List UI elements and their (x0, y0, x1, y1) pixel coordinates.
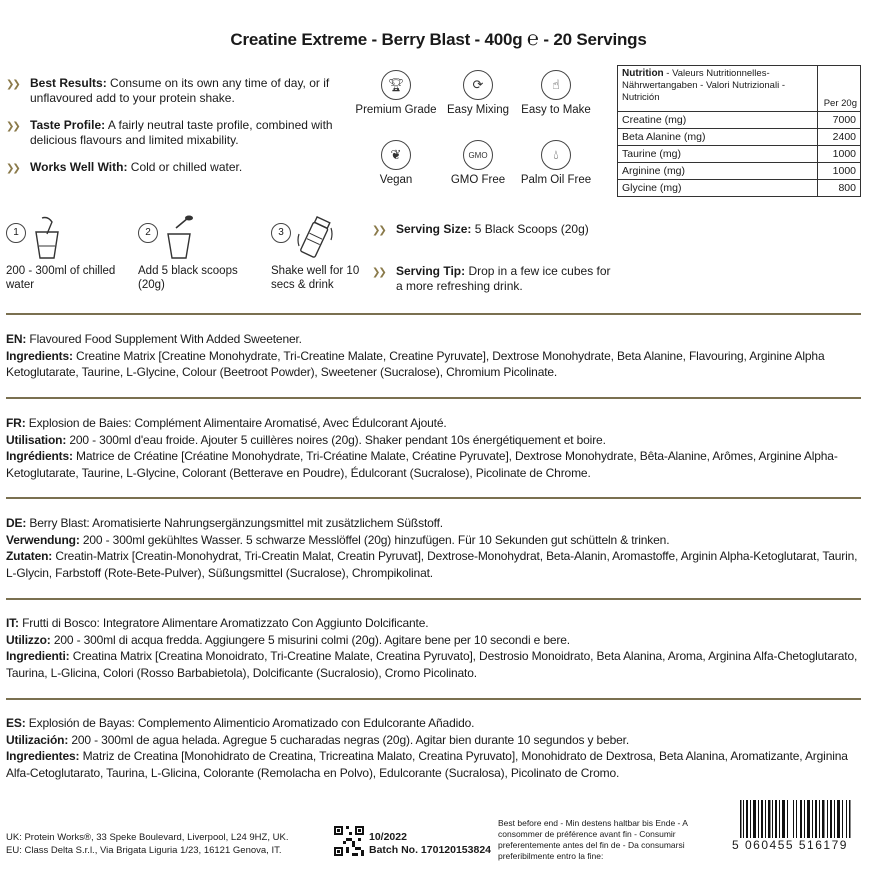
lang-block-es (6, 715, 861, 781)
batch-number: Batch No. 170120153824 (369, 844, 491, 856)
scoop-glass-icon (162, 214, 196, 260)
batch-date: 10/2022 (369, 831, 407, 843)
bullet-label: Best Results: (30, 76, 107, 90)
nutrition-row (618, 180, 860, 197)
bullet-label: Works Well With: (30, 160, 128, 174)
leaf-icon: ❦ (381, 140, 411, 170)
usage-bullets (6, 76, 346, 188)
ingredients-label: Ingredientes: (6, 749, 80, 763)
ingredients-label: Ingredienti: (6, 649, 70, 663)
double-chevron-icon: ❯❯ (372, 225, 385, 236)
nutrient-name: Taurine (mg) (618, 146, 818, 162)
feature-easy-to-make (514, 70, 598, 116)
divider (6, 598, 861, 600)
qr-code-icon (334, 826, 364, 856)
nutrient-value: 2400 (832, 131, 856, 143)
nutrient-value: 800 (838, 182, 856, 194)
divider (6, 313, 861, 315)
nutrient-value: 7000 (832, 114, 856, 126)
trophy-icon: 🏆︎ (381, 70, 411, 100)
double-chevron-icon: ❯❯ (6, 121, 19, 132)
step-3 (271, 214, 381, 292)
shaker-icon (295, 214, 335, 260)
lang-block-de (6, 515, 861, 581)
nutrient-value: 1000 (832, 165, 856, 177)
ingredients-text: Matriz de Creatina [Monohidrato de Creatina, Tricreatina Malato, Creatina Pyruvato], Monohidrato de Dextrosa, Beta Alanina, Aromatizante, Arginina Alfa-Cetoglutarato, Taurina, L-Glicina, Colorante (Remolacha en Polvo), Edulcorante (Sucralosa), Picolinato de Cromo. (6, 749, 848, 780)
hand-tap-icon: ☝︎ (541, 70, 571, 100)
ingredients-text: Creatin-Matrix [Creatin-Monohydrat, Tri-Creatin Malat, Creatin Pyruvat], Dextrose-Monohydrat, Beta-Alanin, Aromastoffe, Arginin Alpha-Ketoglutarat, Taurin, L-Glycin, Farbstoff (Rote-Bete-Pulver), Süßungsmittel (Sucralose), Chrompikolinat. (6, 549, 858, 580)
lang-label: IT: (6, 616, 19, 630)
usage-label: Verwendung: (6, 532, 80, 547)
step-number: 1 (6, 223, 26, 243)
product-title (0, 28, 877, 51)
step-number: 2 (138, 223, 158, 243)
bullet-label: Serving Tip: (396, 264, 466, 278)
serving-info (372, 222, 612, 320)
address-uk: UK: Protein Works®, 33 Speke Boulevard, Liverpool, L24 9HZ, UK. (6, 832, 289, 843)
bullet-best-results (6, 76, 346, 106)
feature-palm-oil-free (514, 140, 598, 186)
divider (6, 497, 861, 499)
lang-block-fr (6, 415, 861, 481)
feature-label: Premium Grade (355, 104, 437, 116)
barcode-number: 5 060455 516179 (730, 838, 860, 852)
ingredients-text: Matrice de Créatine [Créatine Monohydrate, Tri-Créatine Malate, Créatine Pyruvate], Dextrose Monohydrate, Bêta-Alanine, Arômes, Arginine Alpha-Ketoglutarate, Taurine, L-Glycine, Colorant (Betterave en Poudre), Édulcorant (Sucralose), Picolinate de Chrome. (6, 449, 838, 480)
step-text: Add 5 black scoops (20g) (138, 265, 238, 291)
feature-label: Easy to Make (521, 104, 591, 116)
drop-icon: 💧︎ (541, 140, 571, 170)
lang-label: DE: (6, 516, 27, 530)
nutrition-row (618, 146, 860, 163)
feature-label: Vegan (379, 174, 413, 186)
title-main: Creatine Extreme - Berry Blast - 400g (230, 30, 523, 49)
usage-label: Utilización: (6, 732, 69, 747)
divider (6, 397, 861, 399)
mixing-icon: ⟳ (463, 70, 493, 100)
bullet-label: Serving Size: (396, 222, 472, 236)
bullet-text: Drop in a few ice cubes for a more refreshing drink. (396, 264, 611, 293)
usage-text: 200 - 300ml di acqua fredda. Aggiungere 5 misurini colmi (20g). Agitare bene per 10 secondi e bere. (50, 632, 570, 647)
double-chevron-icon: ❯❯ (6, 163, 19, 174)
bullet-works-well-with (6, 160, 346, 176)
nutrition-header (618, 66, 860, 112)
lang-text: Frutti di Bosco: Integratore Alimentare Aromatizzato Con Aggiunto Dolcificante. (18, 616, 429, 630)
ingredients-text: Creatina Matrix [Creatina Monoidrato, Tri-Creatine Malate, Creatina Pyruvato], Destrosio Monoidrato, Beta Alanina, Aroma, Arginina Alfa-Chetoglutarato, Taurina, L-Glicina, Colori (Rosso Barbabietola), Dolcificante (Sucralosio), Cromo Picolinato. (6, 649, 858, 680)
step-text: Shake well for 10 secs & drink (271, 265, 360, 291)
nutrition-title: Nutrition (622, 68, 664, 79)
nutrient-name: Beta Alanine (mg) (618, 129, 818, 145)
usage-text: 200 - 300ml de agua helada. Agregue 5 cucharadas negras (20g). Agitar bien durante 10 segundos y beber. (68, 732, 630, 747)
nutrient-name: Creatine (mg) (618, 112, 818, 128)
step-1 (6, 214, 116, 292)
divider (6, 698, 861, 700)
manufacturer-address (6, 831, 288, 857)
nutrient-name: Arginine (mg) (618, 163, 818, 179)
water-glass-icon (30, 214, 64, 260)
step-text: 200 - 300ml of chilled water (6, 265, 116, 291)
bullet-taste-profile (6, 118, 346, 148)
lang-text: Explosión de Bayas: Complemento Alimenticio Aromatizado con Edulcorante Añadido. (25, 716, 475, 730)
title-servings: - 20 Servings (543, 30, 647, 49)
lang-text: Flavoured Food Supplement With Added Sweetener. (26, 332, 302, 346)
ingredients-label: Ingrédients: (6, 449, 73, 463)
double-chevron-icon: ❯❯ (372, 267, 385, 278)
bullet-text: 5 Black Scoops (20g) (471, 222, 589, 236)
feature-easy-mixing (436, 70, 520, 116)
bullet-text: Cold or chilled water. (127, 160, 243, 174)
lang-block-en (6, 331, 861, 381)
lang-text: Berry Blast: Aromatisierte Nahrungsergänzungsmittel mit zusätzlichem Süßstoff. (26, 516, 443, 530)
ingredients-text: Creatine Matrix [Creatine Monohydrate, Tri-Creatine Malate, Creatine Pyruvate], Dextrose Monohydrate, Beta Alanine, Flavouring, Arginine Alpha Ketoglutarate, Taurine, L-Glycine, Colour (Beetroot Powder), Sweetener (Sucralose), Chromium Picolinate. (6, 348, 825, 379)
lang-text: Explosion de Baies: Complément Alimentaire Aromatisé, Avec Édulcorant Ajouté. (25, 416, 447, 430)
lang-label: FR: (6, 416, 26, 430)
step-number: 3 (271, 223, 291, 243)
batch-info (369, 831, 491, 857)
estimated-sign-mark: ℮ (527, 28, 539, 50)
ingredients-label: Zutaten: (6, 549, 53, 563)
nutrient-name: Glycine (mg) (618, 180, 818, 197)
feature-label: Palm Oil Free (520, 174, 592, 186)
address-eu: EU: Class Delta S.r.l., Via Brigata Liguria 1/23, 16121 Genova, IT. (6, 845, 282, 856)
nutrition-per-label: Per 20g (823, 98, 857, 109)
bullet-text: Consume on its own any time of day, or if unflavoured add to your protein shake. (30, 76, 330, 105)
feature-label: GMO Free (450, 174, 506, 186)
feature-label: Easy Mixing (447, 104, 509, 116)
lang-block-it (6, 615, 861, 681)
step-2 (138, 214, 248, 292)
bullet-text: A fairly neutral taste profile, combined with delicious flavours and limited mixability. (30, 118, 333, 147)
nutrition-table (617, 65, 861, 197)
feature-premium-grade (354, 70, 438, 116)
usage-label: Utilizzo: (6, 632, 51, 647)
gmo-icon: GMO (463, 140, 493, 170)
nutrition-row (618, 112, 860, 129)
feature-vegan (354, 140, 438, 186)
usage-text: 200 - 300ml gekühltes Wasser. 5 schwarze Messlöffel (20g) hinzufügen. Für 10 Sekunden gut schütteln & trinken. (79, 532, 670, 547)
nutrient-value: 1000 (832, 148, 856, 160)
usage-text: 200 - 300ml d'eau froide. Ajouter 5 cuillères noires (20g). Shaker pendant 10s énergétiquement et boire. (66, 432, 606, 447)
nutrition-row (618, 129, 860, 146)
nutrition-row (618, 163, 860, 180)
feature-gmo-free (436, 140, 520, 186)
usage-label: Utilisation: (6, 432, 67, 447)
ingredients-label: Ingredients: (6, 348, 73, 363)
lang-label: ES: (6, 716, 26, 730)
nutrition-subtitle: - Valeurs Nutritionnelles- Nährwertangaben - Valori Nutrizionali - Nutrición (622, 68, 785, 103)
bullet-label: Taste Profile: (30, 118, 106, 132)
best-before-text: Best before end - Min destens haltbar bis Ende - A consommer de préférence avant fin - Consumir preferentemente antes del fin de - Da consumarsi preferibilmente entro la fine: (498, 818, 688, 861)
lang-label: EN: (6, 332, 27, 346)
nutrition-header-title (618, 66, 818, 111)
serving-size (372, 222, 612, 238)
serving-tip (372, 264, 612, 294)
double-chevron-icon: ❯❯ (6, 79, 19, 90)
